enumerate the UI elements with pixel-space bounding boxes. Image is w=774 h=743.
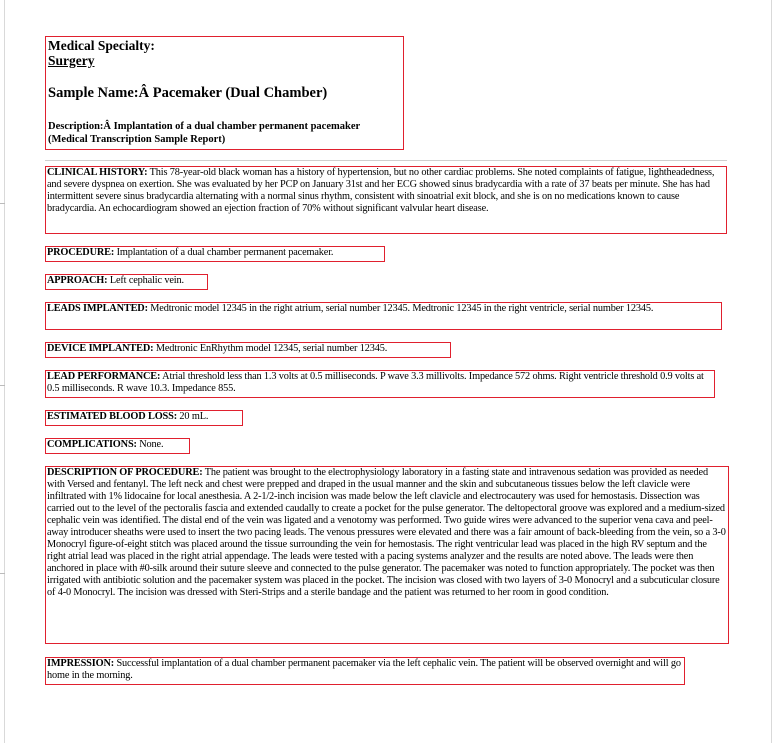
section-text: The patient was brought to the electrophysiology laboratory in a fasting state and intravenous sedation was provided as needed with Versed and fentanyl. The left neck and chest were prepped and draped in the usual manner and the skin and subcutaneous tissues below the left clavicle were infiltrated with 1% lidocaine for local anesthesia. A 2-1/2-inch incision was made below the left clavicle and electrocautery was used for hemostasis. Dissection was carried out to the level of the pectoralis fascia and extended caudally to create a pocket for the pulse generator. The deltopectoral groove was explored and a medium-sized cephalic vein was identified. The distal end of the vein was ligated and a venotomy was performed. Two guide wires were advanced to the superior vena cava and peel-away introducer sheaths were used to insert the two pacing leads. The venous pressures were elevated and there was a fair amount of back-bleeding from the vein, so a 3-0 Monocryl figure-of-eight stitch was placed around the tissue surrounding the vein for hemostasis. The right ventricular lead was placed in the high RV septum and the right atrial lead was placed in the right atrial appendage. The leads were tested with a pacing systems analyzer and the results are noted above. The leads were then anchored in place with #0-silk around their suture sleeve and connected to the pulse generator. The pacemaker was noted to function appropriately. The pocket was then irrigated with antibiotic solution and the pacemaker system was placed in the pocket. The incision was closed with two layers of 3-0 Monocryl and a subcuticular closure of 4-0 Monocryl. The incision was dressed with Steri-Strips and a sterile bandage and the patient was returned to her room in good condition. [47,467,726,598]
margin-tick [0,203,5,204]
section-label: LEAD PERFORMANCE: [47,371,161,382]
section-label: ESTIMATED BLOOD LOSS: [47,411,177,422]
margin-tick [0,385,5,386]
section-label: DESCRIPTION OF PROCEDURE: [47,467,203,478]
page-left-edge [4,0,5,743]
section-text: Medtronic model 12345 in the right atrium, serial number 12345. Medtronic 12345 in the right ventricle, serial number 12345. [147,303,654,314]
section-text: Successful implantation of a dual chamber permanent pacemaker via the left cephalic vein. The patient will be observed overnight and will go home in the morning. [47,658,681,681]
section-text: Atrial threshold less than 1.3 volts at 0.5 milliseconds. P wave 3.3 millivolts. Impedance 572 ohms. Right ventricle threshold 0.9 volts at 0.5 milliseconds. R wave 10.3. Impedance 855. [47,371,704,394]
page-right-edge [771,0,772,743]
section-text: Medtronic EnRhythm model 12345, serial number 12345. [153,343,388,354]
approach-section [45,274,208,290]
margin-tick [0,573,5,574]
leads-implanted-section [45,302,722,330]
section-label: DEVICE IMPLANTED: [47,343,154,354]
section-label: COMPLICATIONS: [47,439,137,450]
section-text: Left cephalic vein. [107,275,184,286]
report-header [45,36,404,150]
sample-description: Description:Â Implantation of a dual chamber permanent pacemaker [48,121,361,132]
device-implanted-section [45,342,451,358]
section-label: CLINICAL HISTORY: [47,167,148,178]
section-label: IMPRESSION: [47,658,115,669]
blood-loss-section [45,410,243,426]
section-text: 20 mL. [176,411,209,422]
lead-performance-section [45,370,715,398]
header-divider [45,160,727,161]
description-of-procedure-section [45,466,729,644]
specialty-label: Medical Specialty: [48,38,155,53]
section-label: PROCEDURE: [47,247,115,258]
procedure-section [45,246,385,262]
impression-section [45,657,685,685]
section-text: This 78-year-old black woman has a history of hypertension, but no other cardiac problems. She noted complaints of fatigue, lightheadedness, and severe dyspnea on exertion. She was evaluated by her PCP on January 31st and her ECG showed sinus bradycardia with a rate of 37 beats per minute. She has had intermittent severe sinus bradycardia alternating with a normal sinus rhythm, consistent with sinoatrial exit block, and she is on no medications known to cause bradycardia. An echocardiogram showed an ejection fraction of 70% without significant valvular heart disease. [47,167,715,214]
sample-name: Sample Name:Â Pacemaker (Dual Chamber) [48,85,328,101]
specialty-value: Surgery [48,53,95,68]
section-text: None. [136,439,164,450]
section-label: APPROACH: [47,275,108,286]
section-label: LEADS IMPLANTED: [47,303,148,314]
complications-section [45,438,190,454]
clinical-history-section [45,166,727,234]
section-text: Implantation of a dual chamber permanent pacemaker. [114,247,334,258]
source-note: (Medical Transcription Sample Report) [48,133,226,145]
